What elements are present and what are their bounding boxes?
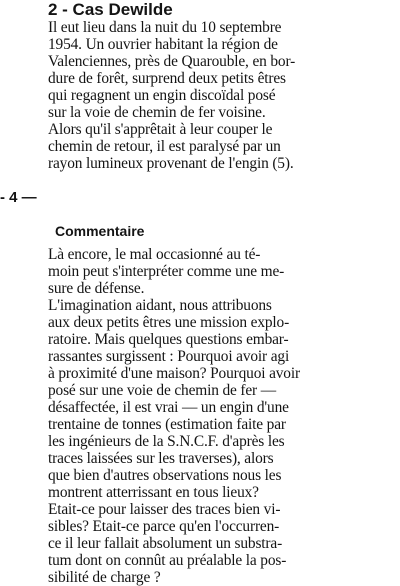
text-line: L'imagination aidant, nous attribuons	[48, 297, 272, 314]
text-line: à proximité d'une maison? Pourquoi avoir	[48, 365, 300, 382]
commentary-heading: Commentaire	[55, 223, 145, 239]
section-title: 2 - Cas Dewilde	[48, 0, 173, 19]
text-line: rayon lumineux provenant de l'engin (5).	[48, 155, 294, 172]
commentary-body	[48, 246, 398, 586]
text-line: qui regagnent un engin discoïdal posé	[48, 87, 276, 104]
text-line: sibles? Etait-ce parce qu'en l'occurren-	[48, 518, 280, 535]
text-line: sibilité de charge ?	[48, 569, 161, 586]
text-line: sur la voie de chemin de fer voisine.	[48, 104, 266, 121]
text-line: chemin de retour, il est paralysé par un	[48, 138, 281, 155]
page-number: - 4 —	[0, 189, 37, 206]
text-line: ce il leur fallait absolument un substra-	[48, 535, 283, 552]
text-line: montrent atterrissant en tous lieux?	[48, 484, 259, 501]
text-line: 1954. Un ouvrier habitant la région de	[48, 36, 278, 53]
text-line: Alors qu'il s'apprêtait à leur couper le	[48, 121, 273, 138]
text-line: tum dont on connût au préalable la pos-	[48, 552, 287, 569]
text-line: ratoire. Mais quelques questions embar-	[48, 331, 289, 348]
text-line: les ingénieurs de la S.N.C.F. d'après les	[48, 433, 285, 450]
text-line: Valenciennes, près de Quarouble, en bor-	[48, 53, 296, 70]
case-description	[48, 19, 398, 172]
text-line: aux deux petits êtres une mission explo-	[48, 314, 290, 331]
text-line: moin peut s'interpréter comme une me-	[48, 263, 285, 280]
text-line: que bien d'autres observations nous les	[48, 467, 282, 484]
text-line: Etait-ce pour laisser des traces bien vi-	[48, 501, 281, 518]
text-line: trentaine de tonnes (estimation faite par	[48, 416, 286, 433]
text-line: traces laissées sur les traverses), alors	[48, 450, 274, 467]
text-line: posé sur une voie de chemin de fer —	[48, 382, 276, 399]
text-line: désaffectée, il est vrai — un engin d'une	[48, 399, 289, 416]
text-line: dure de forêt, surprend deux petits êtres	[48, 70, 286, 87]
text-line: sure de défense.	[48, 280, 145, 297]
text-line: rassantes surgissent : Pourquoi avoir agi	[48, 348, 290, 365]
text-line: Là encore, le mal occasionné au té-	[48, 246, 261, 263]
text-line: Il eut lieu dans la nuit du 10 septembre	[48, 19, 282, 36]
